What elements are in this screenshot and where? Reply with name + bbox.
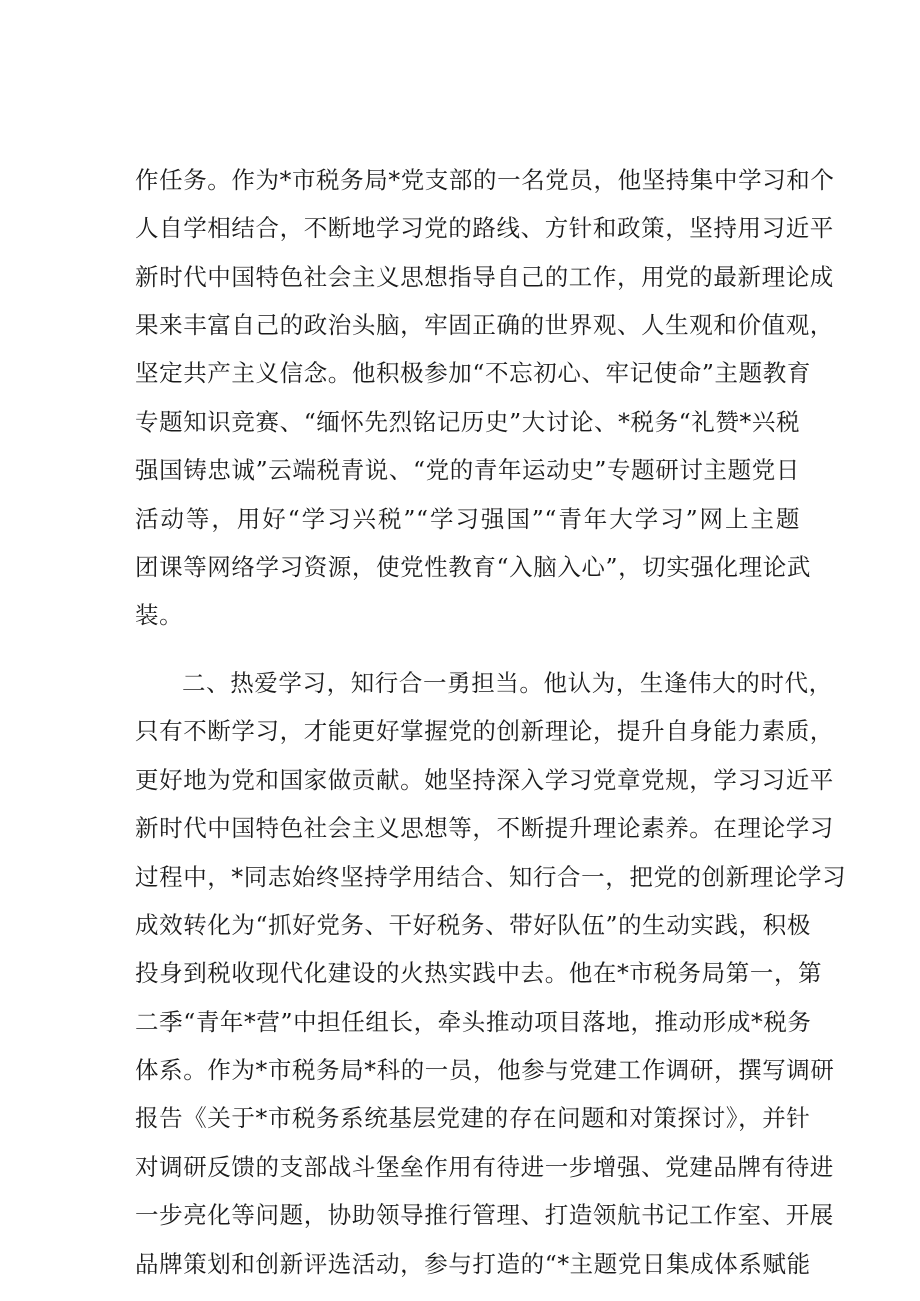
text-line: 新时代中国特色社会主义思想等，不断提升理论素养。在理论学习 <box>135 814 834 842</box>
text-line: 二季“青年*营”中担任组长，牵头推动项目落地，推动形成*税务 <box>135 1008 812 1036</box>
text-line: 装。 <box>135 601 184 629</box>
text-line: 二、热爱学习，知行合一勇担当。他认为，生逢伟大的时代， <box>182 669 833 697</box>
text-line: 更好地为党和国家做贡献。她坚持深入学习党章党规，学习习近平 <box>135 766 834 794</box>
text-line: 体系。作为*市税务局*科的一员，他参与党建工作调研，撰写调研 <box>135 1056 835 1084</box>
text-line: 成效转化为“抓好党务、干好税务、带好队伍”的生动实践，积极 <box>135 911 811 939</box>
text-line: 人自学相结合，不断地学习党的路线、方针和政策，坚持用习近平 <box>135 214 834 242</box>
text-line: 报告《关于*市税务系统基层党建的存在问题和对策探讨》，并针 <box>135 1104 811 1132</box>
text-line: 果来丰富自己的政治头脑，牢固正确的世界观、人生观和价值观， <box>135 311 834 339</box>
text-line: 坚定共产主义信念。他积极参加“不忘初心、牢记使命”主题教育 <box>135 359 811 387</box>
text-line: 品牌策划和创新评选活动，参与打造的“*主题党日集成体系赋能 <box>135 1250 811 1278</box>
text-line: 对调研反馈的支部战斗堡垒作用有待进一步增强、党建品牌有待进 <box>135 1153 834 1181</box>
text-line: 活动等，用好“学习兴税”“学习强国”“青年大学习”网上主题 <box>135 505 800 533</box>
text-line: 团课等网络学习资源，使党性教育“入脑入心”，切实强化理论武 <box>135 553 811 581</box>
text-line: 强国铸忠诚”云端税青说、“党的青年运动史”专题研讨主题党日 <box>135 456 800 484</box>
text-line: 新时代中国特色社会主义思想指导自己的工作，用党的最新理论成 <box>135 263 834 291</box>
text-line: 只有不断学习，才能更好掌握党的创新理论，提升自身能力素质， <box>135 717 834 745</box>
text-line: 作任务。作为*市税务局*党支部的一名党员，他坚持集中学习和个 <box>135 166 835 194</box>
text-line: 过程中，*同志始终坚持学用结合、知行合一，把党的创新理论学习 <box>135 863 847 891</box>
text-line: 专题知识竞赛、“缅怀先烈铭记历史”大讨论、*税务“礼赞*兴税 <box>135 408 801 436</box>
text-line: 一步亮化等问题，协助领导推行管理、打造领航书记工作室、开展 <box>135 1201 834 1229</box>
text-line: 投身到税收现代化建设的火热实践中去。他在*市税务局第一，第 <box>135 959 823 987</box>
